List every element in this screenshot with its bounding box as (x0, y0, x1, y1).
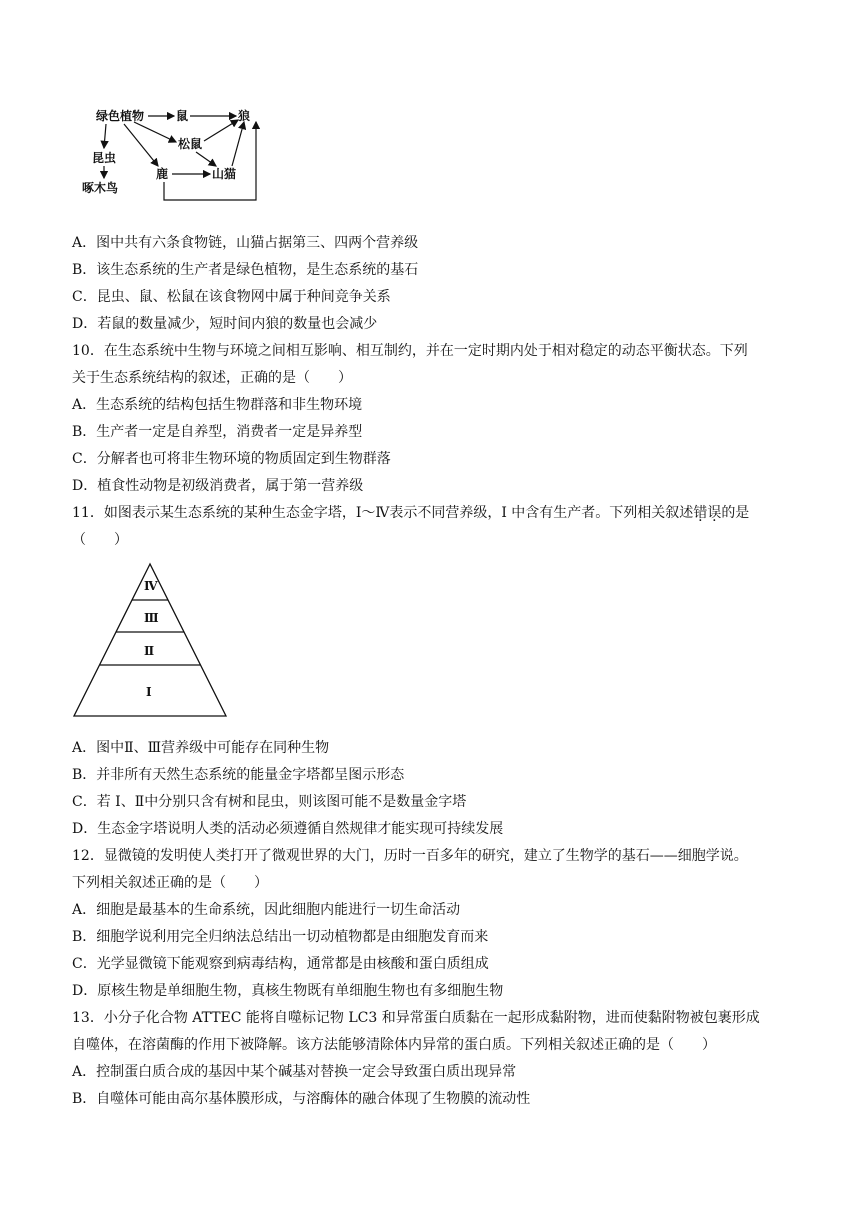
q9-option-c: C．昆虫、鼠、松鼠在该食物网中属于种间竞争关系 (72, 289, 391, 305)
q11-option-a: A．图中Ⅱ、Ⅲ营养级中可能存在同种生物 (72, 740, 330, 756)
q9-option-d: D．若鼠的数量减少，短时间内狼的数量也会减少 (72, 316, 378, 332)
q13-stem-line2: 自噬体，在溶菌酶的作用下被降解。该方法能够清除体内异常的蛋白质。下列相关叙述正确的是（ ） (72, 1037, 716, 1053)
q11-stem-line1 (72, 503, 792, 523)
arrow-plants-squirrel (134, 122, 176, 142)
q12-stem-line1: 12．显微镜的发明使人类打开了微观世界的大门，历时一百多年的研究，建立了生物学的基石——细胞学说。 (72, 848, 748, 864)
q10-option-a: A．生态系统的结构包括生物群落和非生物环境 (72, 397, 363, 413)
pyramid-level-3: Ⅲ (144, 611, 159, 625)
q10-option-c: C．分解者也可将非生物环境的物质固定到生物群落 (72, 451, 391, 467)
node-lynx: 山猫 (212, 167, 237, 181)
q12-option-c: C．光学显微镜下能观察到病毒结构，通常都是由核酸和蛋白质组成 (72, 956, 489, 972)
q10-stem-line2: 关于生态系统结构的叙述，正确的是（ ） (72, 370, 352, 386)
food-web-diagram (72, 96, 272, 206)
q11-stem-pre: 11．如图表示某生态系统的某种生态金字塔，I～Ⅳ表示不同营养级，I 中含有生产者。下列相关叙述 (72, 505, 694, 521)
q10-option-d: D．植食性动物是初级消费者，属于第一营养级 (72, 478, 364, 494)
arrow-plants-insect (104, 124, 106, 148)
q11-stem-emph-2: 误 (707, 505, 722, 521)
q11-option-b: B．并非所有天然生态系统的能量金字塔都呈图示形态 (72, 767, 405, 783)
pyramid-level-2: Ⅱ (144, 644, 155, 658)
node-green-plants: 绿色植物 (96, 109, 145, 123)
arrow-deer-wolf (164, 122, 256, 200)
q12-option-a: A．细胞是最基本的生命系统，因此细胞内能进行一切生命活动 (72, 902, 461, 918)
ecological-pyramid-diagram (70, 560, 230, 720)
q11-stem-post: 的是 (721, 505, 750, 521)
q12-stem-line2: 下列相关叙述正确的是（ ） (72, 875, 268, 891)
node-wolf: 狼 (238, 109, 251, 123)
q11-stem-line2: （ ） (72, 532, 128, 548)
pyramid-level-1: I (146, 685, 152, 699)
q9-option-a: A．图中共有六条食物链，山猫占据第三、四两个营养级 (72, 235, 419, 251)
q12-option-b: B．细胞学说利用完全归纳法总结出一切动植物都是由细胞发育而来 (72, 929, 489, 945)
arrow-lynx-wolf (232, 122, 244, 166)
q13-option-a: A．控制蛋白质合成的基因中某个碱基对替换一定会导致蛋白质出现异常 (72, 1064, 517, 1080)
q11-option-d: D．生态金字塔说明人类的活动必须遵循自然规律才能实现可持续发展 (72, 821, 504, 837)
node-insect: 昆虫 (92, 151, 117, 165)
node-squirrel: 松鼠 (178, 137, 203, 151)
q10-stem-line1: 10．在生态系统中生物与环境之间相互影响、相互制约，并在一定时期内处于相对稳定的动态平衡状态。下列 (72, 343, 748, 359)
q11-option-c: C．若 I、Ⅱ中分别只含有树和昆虫，则该图可能不是数量金字塔 (72, 794, 467, 810)
pyramid-level-4: Ⅳ (144, 579, 158, 593)
arrow-squirrel-lynx (196, 152, 216, 166)
arrow-plants-deer (124, 124, 158, 166)
q12-option-d: D．原核生物是单细胞生物，真核生物既有单细胞生物也有多细胞生物 (72, 983, 504, 999)
q10-option-b: B．生产者一定是自养型，消费者一定是异养型 (72, 424, 363, 440)
node-woodpecker: 啄木鸟 (82, 181, 119, 195)
q13-stem-line1: 13．小分子化合物 ATTEC 能将自噬标记物 LC3 和异常蛋白质黏在一起形成黏附物，进而使黏附物被包裹形成 (72, 1010, 760, 1026)
node-deer: 鹿 (156, 167, 169, 181)
arrow-squirrel-wolf (204, 120, 238, 141)
node-mouse: 鼠 (176, 109, 189, 123)
q9-option-b: B．该生态系统的生产者是绿色植物，是生态系统的基石 (72, 262, 419, 278)
q11-stem-emph-1: 错 (693, 505, 708, 521)
q13-option-b: B．自噬体可能由高尔基体膜形成，与溶酶体的融合体现了生物膜的流动性 (72, 1091, 531, 1107)
